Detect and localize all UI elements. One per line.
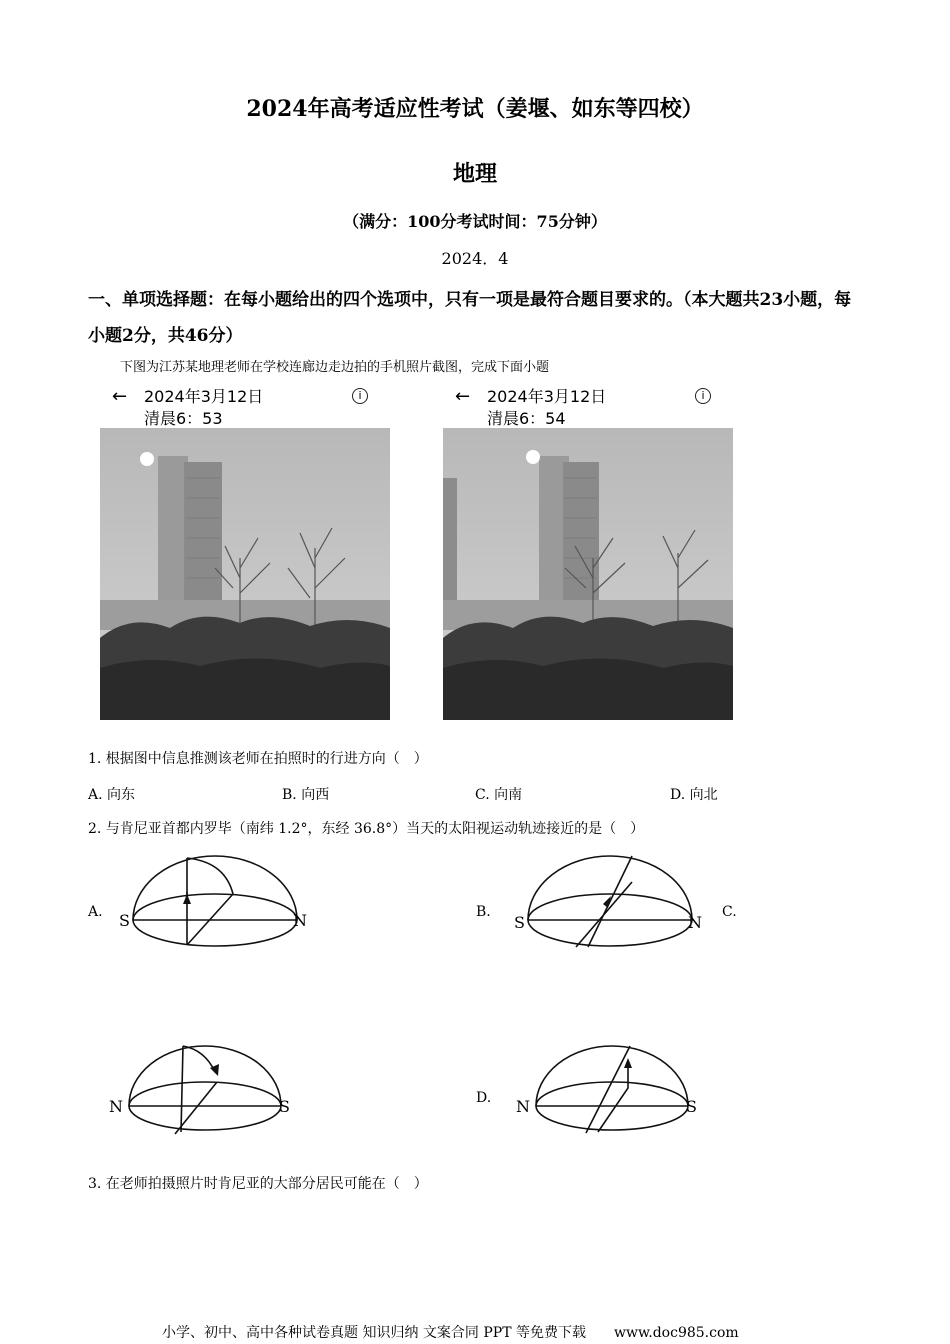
diagram-label-left: S (514, 913, 525, 932)
phone-screenshot-1 (100, 380, 390, 720)
back-arrow-icon: ← (455, 386, 471, 407)
sun-path (588, 856, 632, 947)
section-heading: 一、单项选择题：在每小题给出的四个选项中，只有一项是最符合题目要求的。（本大题共23小题，每小题2分，共46分） (88, 290, 852, 346)
score-info: （满分：100分考试时间：75分钟） (343, 212, 607, 231)
page-footer: 小学、初中、高中各种试卷真题 知识归纳 文案合同 PPT 等免费下载 www.doc985.com (162, 1325, 739, 1341)
foreground-trees (443, 658, 733, 720)
q1-option-d[interactable]: D. 向北 (670, 787, 718, 803)
sun-path-arc (187, 858, 233, 894)
q2-option-c-label[interactable]: C. (722, 904, 737, 920)
exam-date: 2024．4 (441, 249, 509, 268)
q1-option-b[interactable]: B. 向西 (282, 787, 330, 803)
photo-date: 2024年3月12日 (487, 387, 607, 406)
q1-option-a[interactable]: A. 向东 (88, 787, 136, 803)
info-icon: i (695, 388, 711, 404)
sun-path-diagram-c[interactable] (105, 1036, 305, 1138)
celestial-dome (536, 1046, 688, 1106)
sun-path (598, 1064, 628, 1132)
diagram-label-left: N (516, 1097, 530, 1116)
photo-time: 清晨6：53 (144, 409, 223, 428)
direction-arrow-icon (624, 1058, 632, 1068)
sun (140, 452, 154, 466)
diagram-label-right: S (279, 1097, 290, 1116)
photo-date: 2024年3月12日 (144, 387, 264, 406)
building (184, 462, 222, 612)
celestial-dome (528, 856, 692, 920)
photo-image-1 (100, 428, 390, 720)
foreground-trees (100, 658, 390, 720)
diagram-label-left: N (109, 1097, 123, 1116)
sun-path-diagram-a[interactable] (115, 852, 315, 952)
photo-image-2 (443, 428, 733, 720)
diagram-label-left: S (119, 911, 130, 930)
exam-title: 2024年高考适应性考试（姜堰、如东等四校） (246, 96, 704, 122)
question-1-stem: 1. 根据图中信息推测该老师在拍照时的行进方向（ ） (88, 751, 428, 767)
building (158, 456, 188, 611)
sun-path-diagram-d[interactable] (512, 1036, 712, 1138)
subject-title: 地理 (452, 161, 497, 187)
diagram-label-right: S (686, 1097, 697, 1116)
q2-option-d-label[interactable]: D. (476, 1090, 492, 1106)
sun-path (576, 882, 632, 947)
meridian-line (181, 1046, 183, 1132)
info-icon: i (352, 388, 368, 404)
sun (526, 450, 540, 464)
diagram-label-right: N (688, 913, 702, 932)
sun-path (586, 1046, 630, 1133)
question-2-stem: 2. 与肯尼亚首都内罗毕（南纬 1.2°，东经 36.8°）当天的太阳视运动轨迹接近的是（ ） (88, 821, 645, 837)
photo-time: 清晨6：54 (487, 409, 566, 428)
building (443, 478, 457, 608)
phone-screenshot-2 (443, 380, 733, 720)
diagram-label-right: N (293, 911, 307, 930)
sun-path-diagram-b[interactable] (510, 852, 710, 952)
q2-option-b-label[interactable]: B. (476, 904, 491, 920)
q1-option-c[interactable]: C. 向南 (475, 787, 523, 803)
question-3-stem: 3. 在老师拍摄照片时肯尼亚的大部分居民可能在（ ） (88, 1176, 428, 1192)
q2-option-a-label[interactable]: A. (88, 904, 103, 920)
celestial-dome (133, 856, 297, 920)
back-arrow-icon: ← (112, 386, 128, 407)
intro-text: 下图为江苏某地理老师在学校连廊边走边拍的手机照片截图，完成下面小题 (120, 360, 550, 375)
